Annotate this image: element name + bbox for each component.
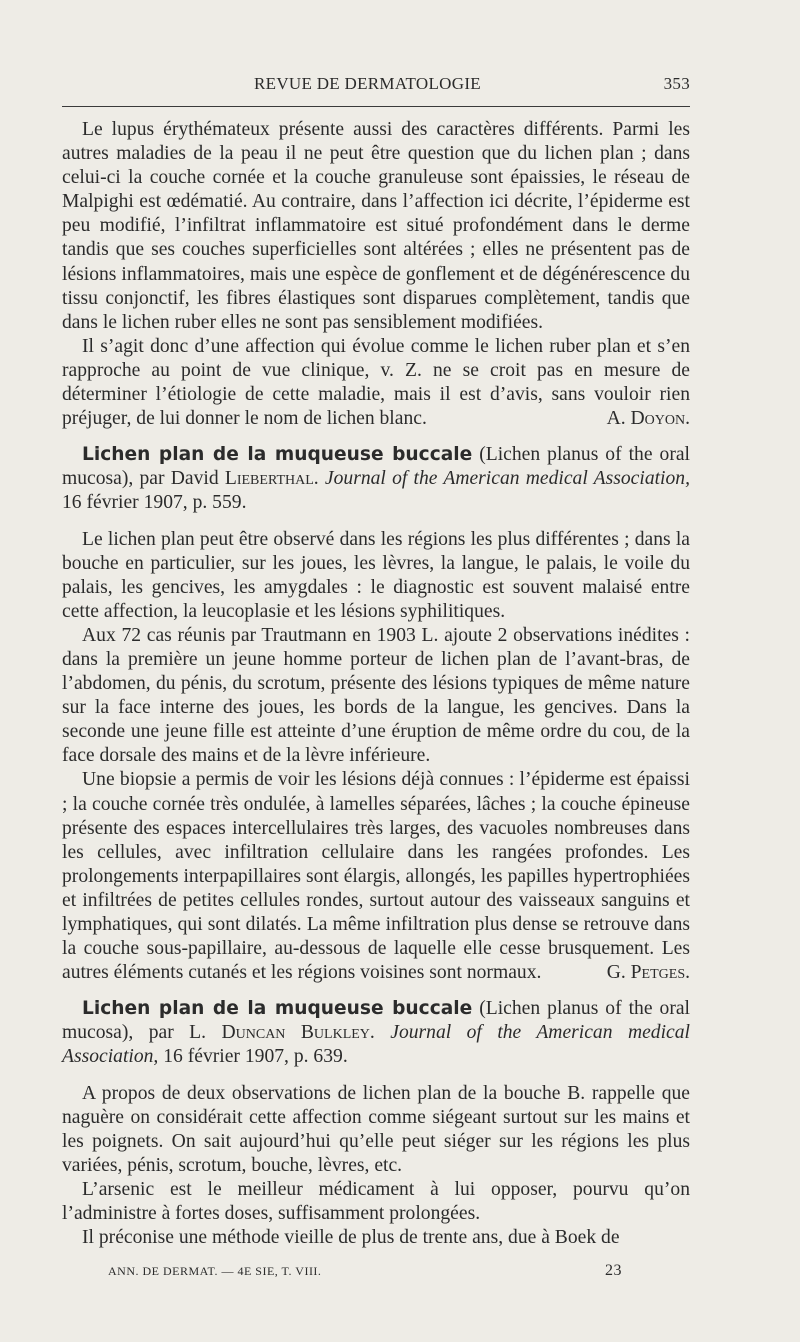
page-footer [108, 1264, 622, 1284]
footer-reference: ANN. DE DERMAT. — 4E SIE, T. VIII. [108, 1264, 322, 1278]
header-rule [62, 106, 690, 107]
article-title: Lichen plan de la muqueuse buccale [82, 998, 473, 1020]
paragraph: Il préconise une méthode vieille de plus de trente ans, due à Boek de [82, 1227, 620, 1249]
page-body [62, 118, 690, 1250]
paragraph: A propos de deux observations de lichen plan de la bouche B. rappelle que naguère on considérait cette affection comme siégeant surtout sur les mains et les poignets. On sait aujourd’hui qu’elle peut siéger sur les régions les plus variées, pénis, scrotum, bouche, lèvres, etc. [62, 1082, 690, 1176]
article-author: Lieberthal. [224, 468, 319, 490]
page-number: 353 [663, 74, 690, 93]
article-heading [62, 997, 690, 1069]
article-subtitle: (Lichen planus of the oral mucosa), par David [62, 444, 690, 490]
paragraph: Aux 72 cas réunis par Trautmann en 1903 L. ajoute 2 observations inédites : dans la première un jeune homme porteur de lichen plan de l’avant-bras, de l’abdomen, du pénis, du scrotum, présente des lésions typiques de même nature sur la face interne des joues, les bords de la langue, les gencives. Dans la seconde une jeune fille est atteinte d’une éruption de même ordre du cou, de la face dorsale des mains et de la lèvre inférieure. [62, 624, 690, 767]
paragraph: L’arsenic est le meilleur médicament à lui opposer, pourvu qu’on l’administre à fortes doses, suffisamment prolongées. [62, 1178, 690, 1225]
signature-mark: 23 [605, 1262, 622, 1279]
article-date: 16 février 1907, p. 639. [163, 1046, 348, 1068]
article-subtitle: (Lichen planus of the oral mucosa), par L. [62, 998, 690, 1044]
running-header [62, 74, 690, 98]
article-date: 16 février 1907, p. 559. [62, 492, 247, 514]
running-title: REVUE DE DERMATOLOGIE [254, 74, 481, 93]
paragraph [62, 768, 690, 985]
paragraph-text: Il s’agit donc d’une affection qui évolue comme le lichen ruber plan et s’en rapproche au point de vue clinique, v. Z. ne se croit pas en mesure de déterminer l’étiologie de cette maladie, mais il est d’avis, sans vouloir rien préjuger, de lui donner le nom de lichen blanc. [62, 335, 690, 430]
article-journal: Journal of the American medical Association, [62, 1022, 690, 1068]
article-author: Duncan Bulkley. [221, 1022, 375, 1044]
paragraph [62, 335, 690, 431]
article-title: Lichen plan de la muqueuse buccale [82, 444, 473, 466]
paragraph: Le lupus érythémateux présente aussi des caractères différents. Parmi les autres maladies de la peau il ne peut être question que du lichen plan ; dans celui-ci la couche cornée et la couche granuleuse sont épaissies, le réseau de Malpighi est œdématié. Au contraire, dans l’affection ici décrite, l’épiderme est peu modifié, l’infiltrat inflammatoire est situé profondément dans le derme tandis que ses couches superficielles sont altérées ; elles ne présentent pas de lésions inflammatoires, mais une espèce de gonflement et de dégénérescence du tissu conjonctif, les fibres élastiques sont disparues complètement, tandis que dans le lichen ruber elles ne sont pas sensiblement modifiées. [62, 119, 690, 333]
paragraph-text: Une biopsie a permis de voir les lésions déjà connues : l’épiderme est épaissi ; la couche cornée très ondulée, à lamelles séparées, lâches ; la couche épineuse présente des espaces intercellulaires très larges, des vacuoles nombreuses dans les cellules, avec infiltration cellulaire dans les rangées profondes. Les prolongements interpapillaires sont élargis, allongés, les papilles hypertrophiées et infiltrées de petites cellules rondes, surtout autour des vaisseaux sanguins et lymphatiques, qui sont dilatés. La même infiltration plus dense se retrouve dans la couche sous-papillaire, au-dessous de laquelle elle cesse brusquement. Les autres éléments cutanés et les régions voisines sont normaux. [62, 769, 690, 984]
signature: A. Doyon. [606, 408, 690, 430]
article-heading [62, 443, 690, 515]
article-journal: Journal of the American medical Association, [324, 468, 690, 490]
signature: G. Petges. [606, 962, 690, 984]
paragraph: Le lichen plan peut être observé dans les régions les plus différentes ; dans la bouche en particulier, sur les joues, les lèvres, la langue, le palais, le voile du palais, les gencives, les amygdales : le diagnostic est souvent malaisé entre cette affection, la leucoplasie et les lésions syphilitiques. [62, 528, 690, 622]
